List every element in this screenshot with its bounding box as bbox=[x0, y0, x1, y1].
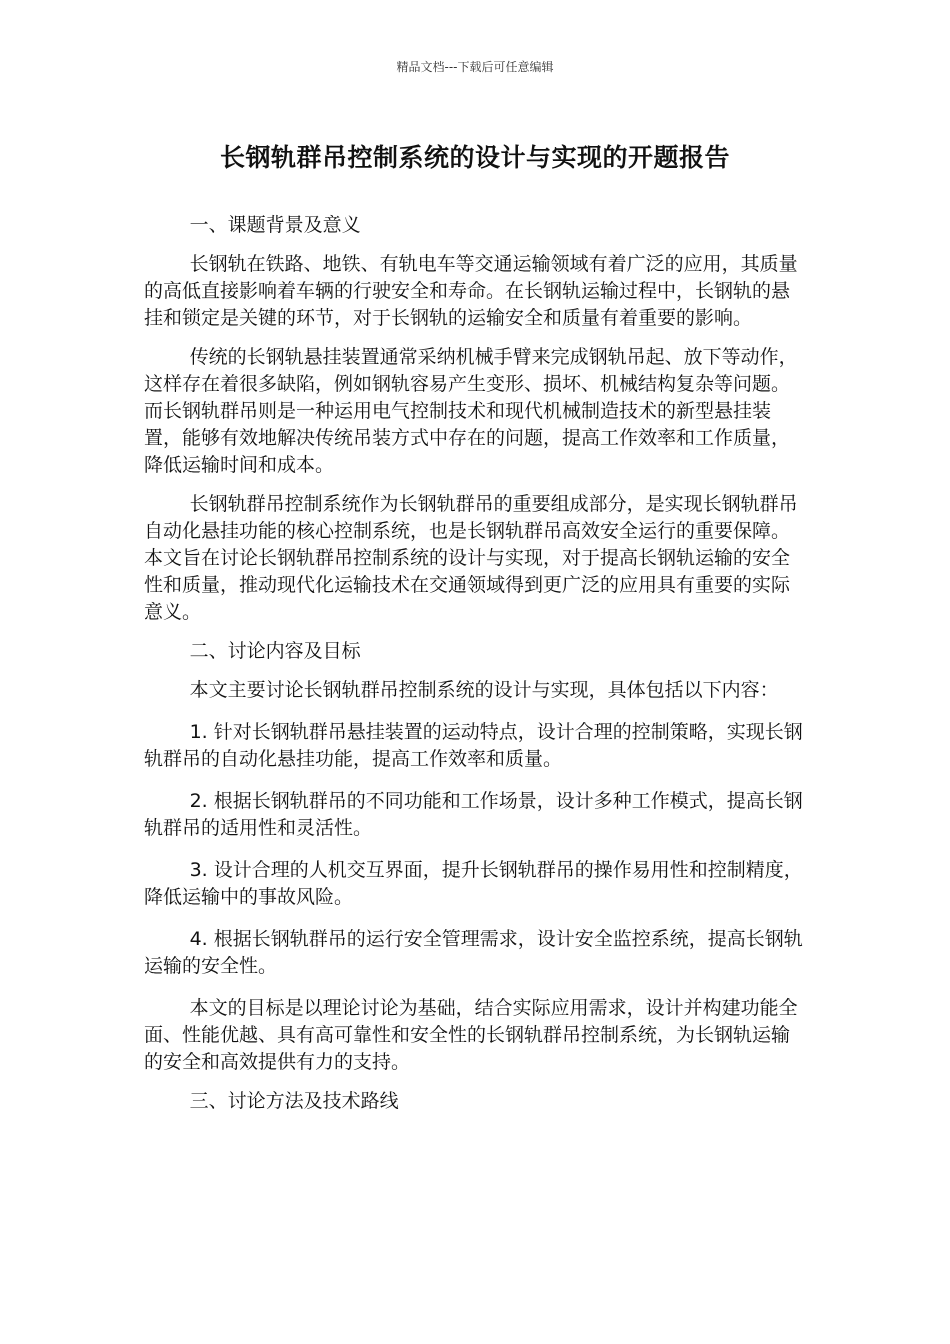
list-item: 3. 设计合理的人机交互界面，提升长钢轨群吊的操作易用性和控制精度，降低运输中的事故风险。 bbox=[144, 859, 803, 908]
list-item: 4. 根据长钢轨群吊的运行安全管理需求，设计安全监控系统，提高长钢轨运输的安全性。 bbox=[144, 928, 803, 977]
document-body bbox=[144, 212, 804, 1115]
list-item: 1. 针对长钢轨群吊悬挂装置的运动特点，设计合理的控制策略，实现长钢轨群吊的自动化悬挂功能，提高工作效率和质量。 bbox=[144, 721, 803, 770]
paragraph: 传统的长钢轨悬挂装置通常采纳机械手臂来完成钢轨吊起、放下等动作，这样存在着很多缺陷，例如钢轨容易产生变形、损坏、机械结构复杂等问题。而长钢轨群吊则是一种运用电气控制技术和现代机械制造技术的新型悬挂装置，能够有效地解决传统吊装方式中存在的问题，提高工作效率和工作质量，降低运输时间和成本。 bbox=[144, 346, 798, 476]
paragraph: 长钢轨在铁路、地铁、有轨电车等交通运输领域有着广泛的应用，其质量的高低直接影响着车辆的行驶安全和寿命。在长钢轨运输过程中，长钢轨的悬挂和锁定是关键的环节，对于长钢轨的运输安全和质量有着重要的影响。 bbox=[144, 253, 798, 329]
section-heading-content: 二、讨论内容及目标 bbox=[189, 640, 361, 662]
paragraph: 本文主要讨论长钢轨群吊控制系统的设计与实现，具体包括以下内容： bbox=[189, 679, 779, 701]
paragraph: 本文的目标是以理论讨论为基础，结合实际应用需求，设计并构建功能全面、性能优越、具有高可靠性和安全性的长钢轨群吊控制系统，为长钢轨运输的安全和高效提供有力的支持。 bbox=[144, 997, 798, 1073]
section-heading-method: 三、讨论方法及技术路线 bbox=[189, 1090, 399, 1112]
list-item: 2. 根据长钢轨群吊的不同功能和工作场景，设计多种工作模式，提高长钢轨群吊的适用性和灵活性。 bbox=[144, 790, 803, 839]
header-note: 精品文档---下载后可任意编辑 bbox=[396, 60, 554, 74]
paragraph: 长钢轨群吊控制系统作为长钢轨群吊的重要组成部分，是实现长钢轨群吊自动化悬挂功能的核心控制系统，也是长钢轨群吊高效安全运行的重要保障。本文旨在讨论长钢轨群吊控制系统的设计与实现，对于提高长钢轨运输的安全性和质量，推动现代化运输技术在交通领域得到更广泛的应用具有重要的实际意义。 bbox=[144, 493, 798, 623]
document-title: 长钢轨群吊控制系统的设计与实现的开题报告 bbox=[219, 143, 730, 172]
section-heading-background: 一、课题背景及意义 bbox=[189, 214, 361, 236]
